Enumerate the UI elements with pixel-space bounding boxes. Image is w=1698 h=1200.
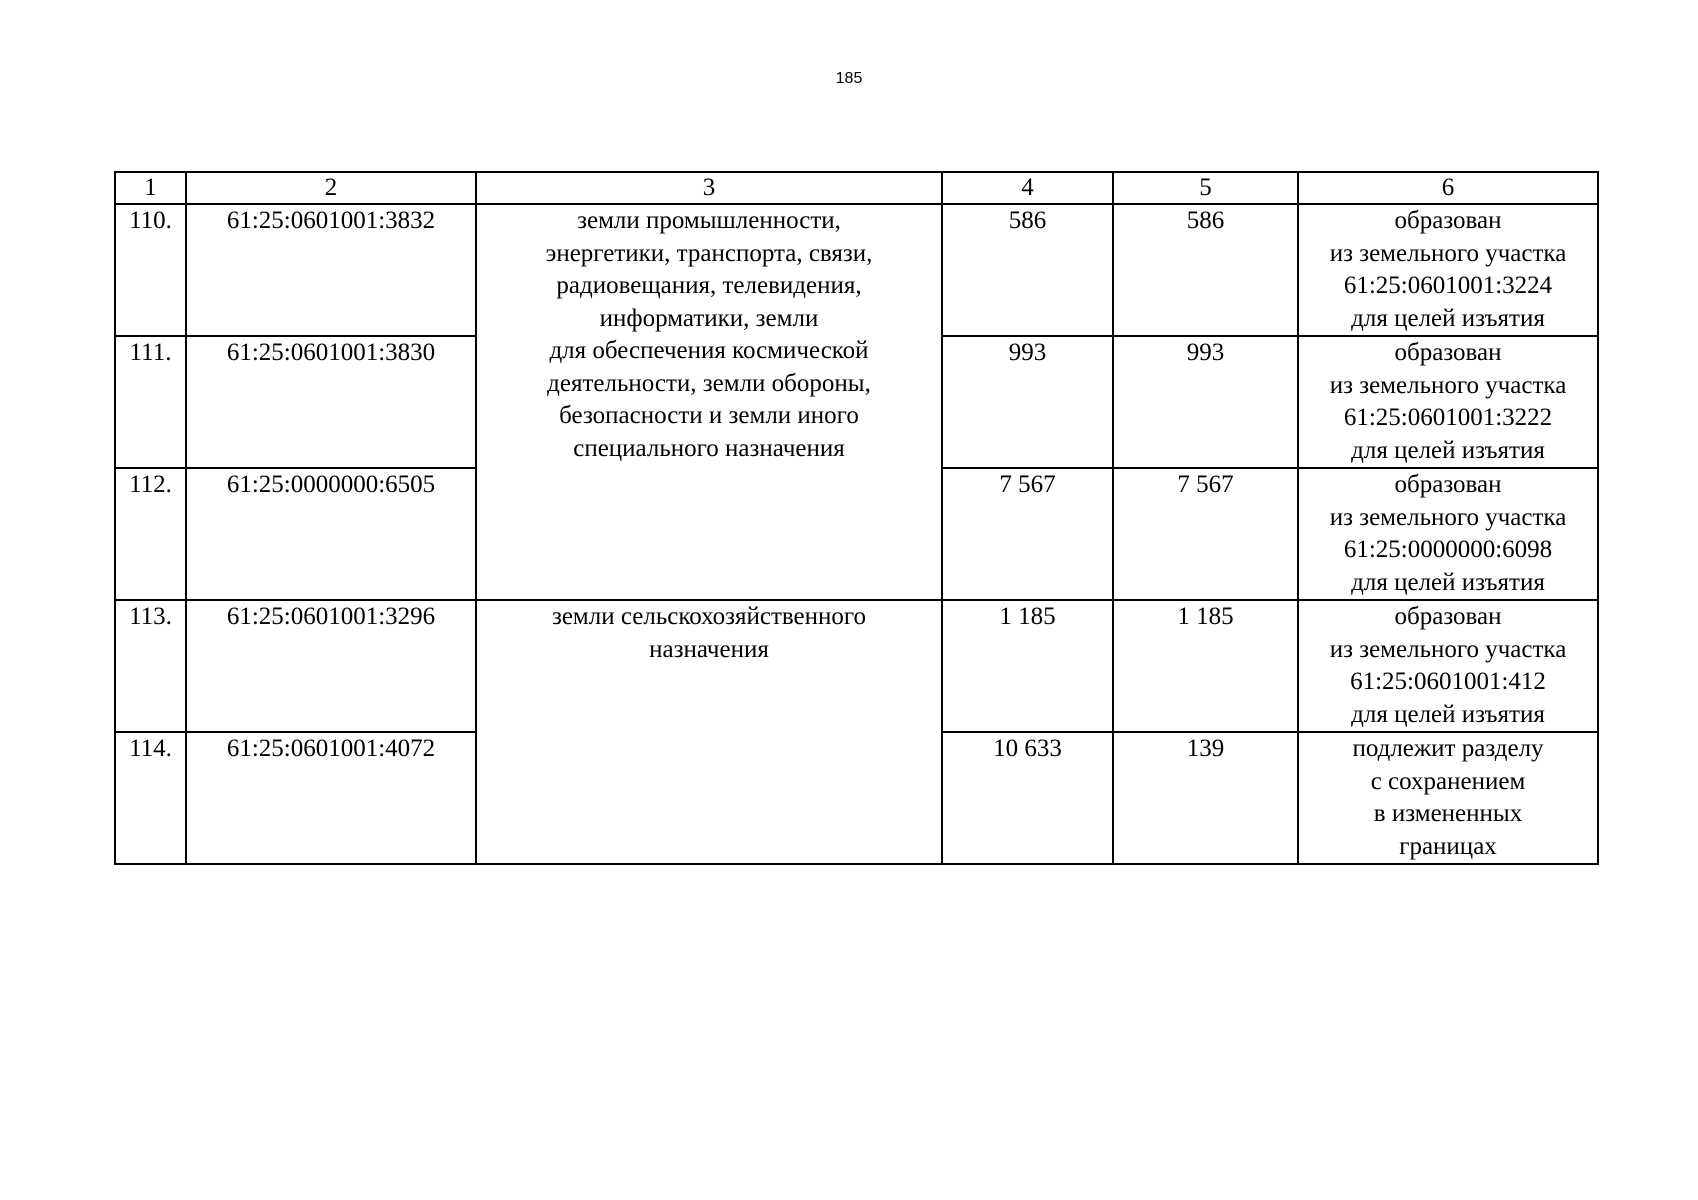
note-line: образован	[1394, 471, 1502, 498]
area-part: 993	[1113, 336, 1298, 468]
note-line: для целей изъятия	[1351, 568, 1545, 596]
note-line: образован	[1394, 207, 1502, 234]
row-number: 112.	[115, 468, 186, 600]
land-category-line: безопасности и земли иного	[559, 402, 859, 429]
cadastral-number: 61:25:0000000:6505	[186, 468, 476, 600]
land-category-line: для обеспечения космической	[549, 337, 869, 364]
area-part: 139	[1113, 732, 1298, 864]
note-line: образован	[1394, 339, 1502, 366]
note-line: из земельного участка	[1329, 371, 1567, 399]
cadastral-number: 61:25:0601001:4072	[186, 732, 476, 864]
column-header: 5	[1113, 172, 1298, 204]
area-total: 10 633	[942, 732, 1113, 864]
row-number: 111.	[115, 336, 186, 468]
column-header: 1	[115, 172, 186, 204]
cadastral-number: 61:25:0601001:3830	[186, 336, 476, 468]
row-number: 113.	[115, 600, 186, 732]
page-number: 185	[835, 70, 863, 87]
note-cell	[1298, 732, 1598, 864]
note-line: подлежит разделу	[1352, 735, 1544, 762]
area-total: 993	[942, 336, 1113, 468]
land-category-line: деятельности, земли обороны,	[547, 369, 871, 397]
area-part: 7 567	[1113, 468, 1298, 600]
column-header: 6	[1298, 172, 1598, 204]
note-cell	[1298, 468, 1598, 600]
table-header-row	[115, 172, 1598, 204]
note-line: для целей изъятия	[1351, 304, 1545, 332]
land-category-line: земли сельскохозяйственного	[551, 603, 867, 630]
column-header: 3	[476, 172, 942, 204]
note-cell	[1298, 600, 1598, 732]
table-row	[115, 204, 1598, 336]
row-number: 114.	[115, 732, 186, 864]
note-cell	[1298, 204, 1598, 336]
land-category-cell	[476, 204, 942, 600]
note-line: образован	[1394, 603, 1502, 630]
area-part: 1 185	[1113, 600, 1298, 732]
note-line: из земельного участка	[1329, 239, 1567, 267]
column-header: 2	[186, 172, 476, 204]
land-category-line: земли промышленности,	[577, 207, 841, 234]
land-category-line: назначения	[649, 635, 769, 663]
note-line: 61:25:0601001:3224	[1343, 272, 1553, 299]
note-line: для целей изъятия	[1351, 700, 1545, 728]
note-line: с сохранением	[1370, 767, 1526, 795]
area-total: 586	[942, 204, 1113, 336]
note-line: 61:25:0601001:412	[1350, 668, 1546, 695]
note-line: 61:25:0601001:3222	[1343, 404, 1553, 431]
row-number: 110.	[115, 204, 186, 336]
note-line: границах	[1399, 832, 1497, 860]
land-category-cell	[476, 600, 942, 864]
table-row	[115, 600, 1598, 732]
land-category-line: энергетики, транспорта, связи,	[545, 239, 873, 267]
land-category-line: информатики, земли	[599, 304, 819, 332]
area-total: 7 567	[942, 468, 1113, 600]
land-category-line: радиовещания, телевидения,	[556, 272, 862, 299]
column-header: 4	[942, 172, 1113, 204]
area-total: 1 185	[942, 600, 1113, 732]
note-line: из земельного участка	[1329, 635, 1567, 663]
note-cell	[1298, 336, 1598, 468]
note-line: 61:25:0000000:6098	[1343, 536, 1553, 563]
cadastral-number: 61:25:0601001:3832	[186, 204, 476, 336]
land-category-line: специального назначения	[573, 434, 845, 462]
note-line: из земельного участка	[1329, 503, 1567, 531]
note-line: для целей изъятия	[1351, 436, 1545, 464]
note-line: в измененных	[1373, 800, 1523, 827]
land-plots-table	[114, 171, 1599, 865]
cadastral-number: 61:25:0601001:3296	[186, 600, 476, 732]
area-part: 586	[1113, 204, 1298, 336]
